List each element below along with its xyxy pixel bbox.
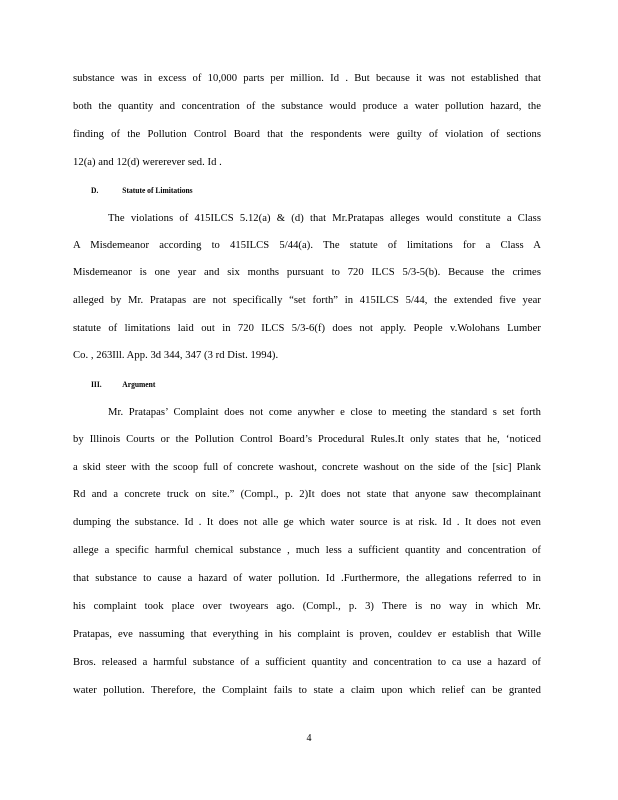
text-line: Co. , 263Ill. App. 3d 344, 347 (3 rd Dist. 1994). (73, 350, 279, 361)
text-line: a skid steer with the scoop full of concrete washout, concrete washout on the side of the [sic] Plank (73, 462, 541, 473)
text-line: allege a specific harmful chemical substance , much less a sufficient quantity and concentration of (73, 545, 541, 556)
text-line: statute of limitations laid out in 720 ILCS 5/3-6(f) does not apply. People v.Wolohans Lumber (73, 323, 541, 334)
text-line: Mr. Pratapas’ Complaint does not come anywher e close to meeting the standard s set forth (108, 407, 541, 418)
text-line: both the quantity and concentration of the substance would produce a water pollution hazard, the (73, 101, 541, 112)
text-line: substance was in excess of 10,000 parts per million. Id . But because it was not established that (73, 73, 541, 84)
text-line: that substance to cause a hazard of water pollution. Id .Furthermore, the allegations referred to in (73, 573, 541, 584)
text-line: Rd and a concrete truck on site.” (Compl., p. 2)It does not state that anyone saw thecomplainant (73, 489, 541, 500)
text-line: dumping the substance. Id . It does not alle ge which water source is at risk. Id . It does not even (73, 517, 541, 528)
text-line: Pratapas, eve nassuming that everything in his complaint is proven, couldev er establish that Wille (73, 629, 541, 640)
text-line: Bros. released a harmful substance of a sufficient quantity and concentration to ca use a hazard of (73, 657, 541, 668)
text-line: The violations of 415ILCS 5.12(a) & (d) that Mr.Pratapas alleges would constitute a Class (108, 213, 541, 224)
section-number: III. (91, 380, 102, 389)
text-line: his complaint took place over twoyears ago. (Compl., p. 3) There is no way in which Mr. (73, 601, 541, 612)
text-line: 12(a) and 12(d) wererever sed. Id . (73, 157, 222, 168)
page-number: 4 (306, 733, 312, 744)
text-line: water pollution. Therefore, the Complaint fails to state a claim upon which relief can be granted (73, 685, 541, 696)
section-title: Argument (122, 380, 156, 389)
section-heading (91, 186, 193, 195)
text-line: finding of the Pollution Control Board that the respondents were guilty of violation of sections (73, 129, 541, 140)
text-line: A Misdemeanor according to 415ILCS 5/44(a). The statute of limitations for a Class A (73, 240, 541, 251)
section-number: D. (91, 186, 99, 195)
section-title: Statute of Limitations (122, 186, 193, 195)
text-line: by Illinois Courts or the Pollution Control Board’s Procedural Rules.It only states that he, ‘noticed (73, 434, 541, 445)
text-line: Misdemeanor is one year and six months pursuant to 720 ILCS 5/3-5(b). Because the crimes (73, 267, 541, 278)
section-heading (91, 380, 155, 389)
text-line: alleged by Mr. Pratapas are not specifically “set forth” in 415ILCS 5/44, the extended five year (73, 295, 541, 306)
